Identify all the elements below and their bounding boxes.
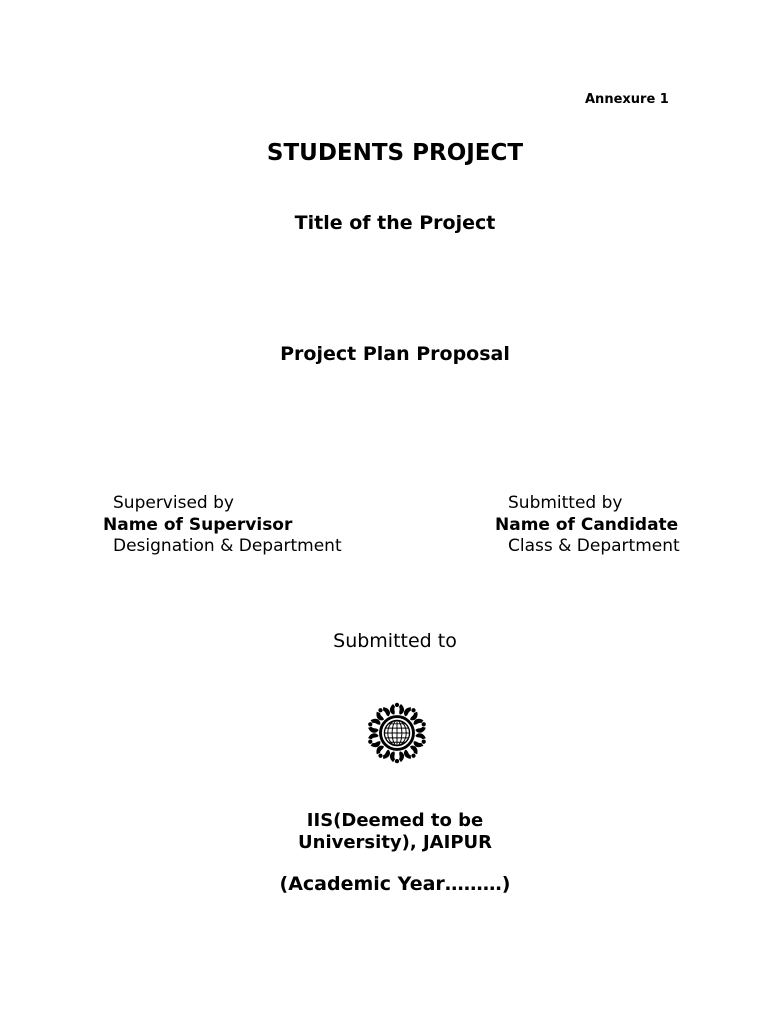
supervisor-designation: Designation & Department — [113, 536, 342, 556]
submitted-to-caption: Submitted to — [333, 630, 457, 652]
university-name-line2: University), JAIPUR — [298, 832, 492, 853]
document-heading: STUDENTS PROJECT — [266, 140, 524, 166]
proposal-type: Project Plan Proposal — [280, 343, 510, 365]
university-name-line1: IIS(Deemed to be — [306, 810, 484, 831]
candidate-class: Class & Department — [508, 536, 680, 556]
university-name — [0, 810, 768, 854]
supervisor-block — [103, 493, 342, 558]
submitted-by-caption: Submitted by — [508, 493, 623, 513]
university-emblem-icon — [366, 702, 428, 764]
supervisor-name: Name of Supervisor — [103, 514, 293, 535]
academic-year: (Academic Year………) — [279, 873, 511, 895]
candidate-name: Name of Candidate — [495, 514, 679, 535]
annexure-label: Annexure 1 — [585, 92, 669, 107]
candidate-block — [495, 493, 680, 558]
project-title: Title of the Project — [294, 212, 496, 234]
supervised-by-caption: Supervised by — [113, 493, 234, 513]
